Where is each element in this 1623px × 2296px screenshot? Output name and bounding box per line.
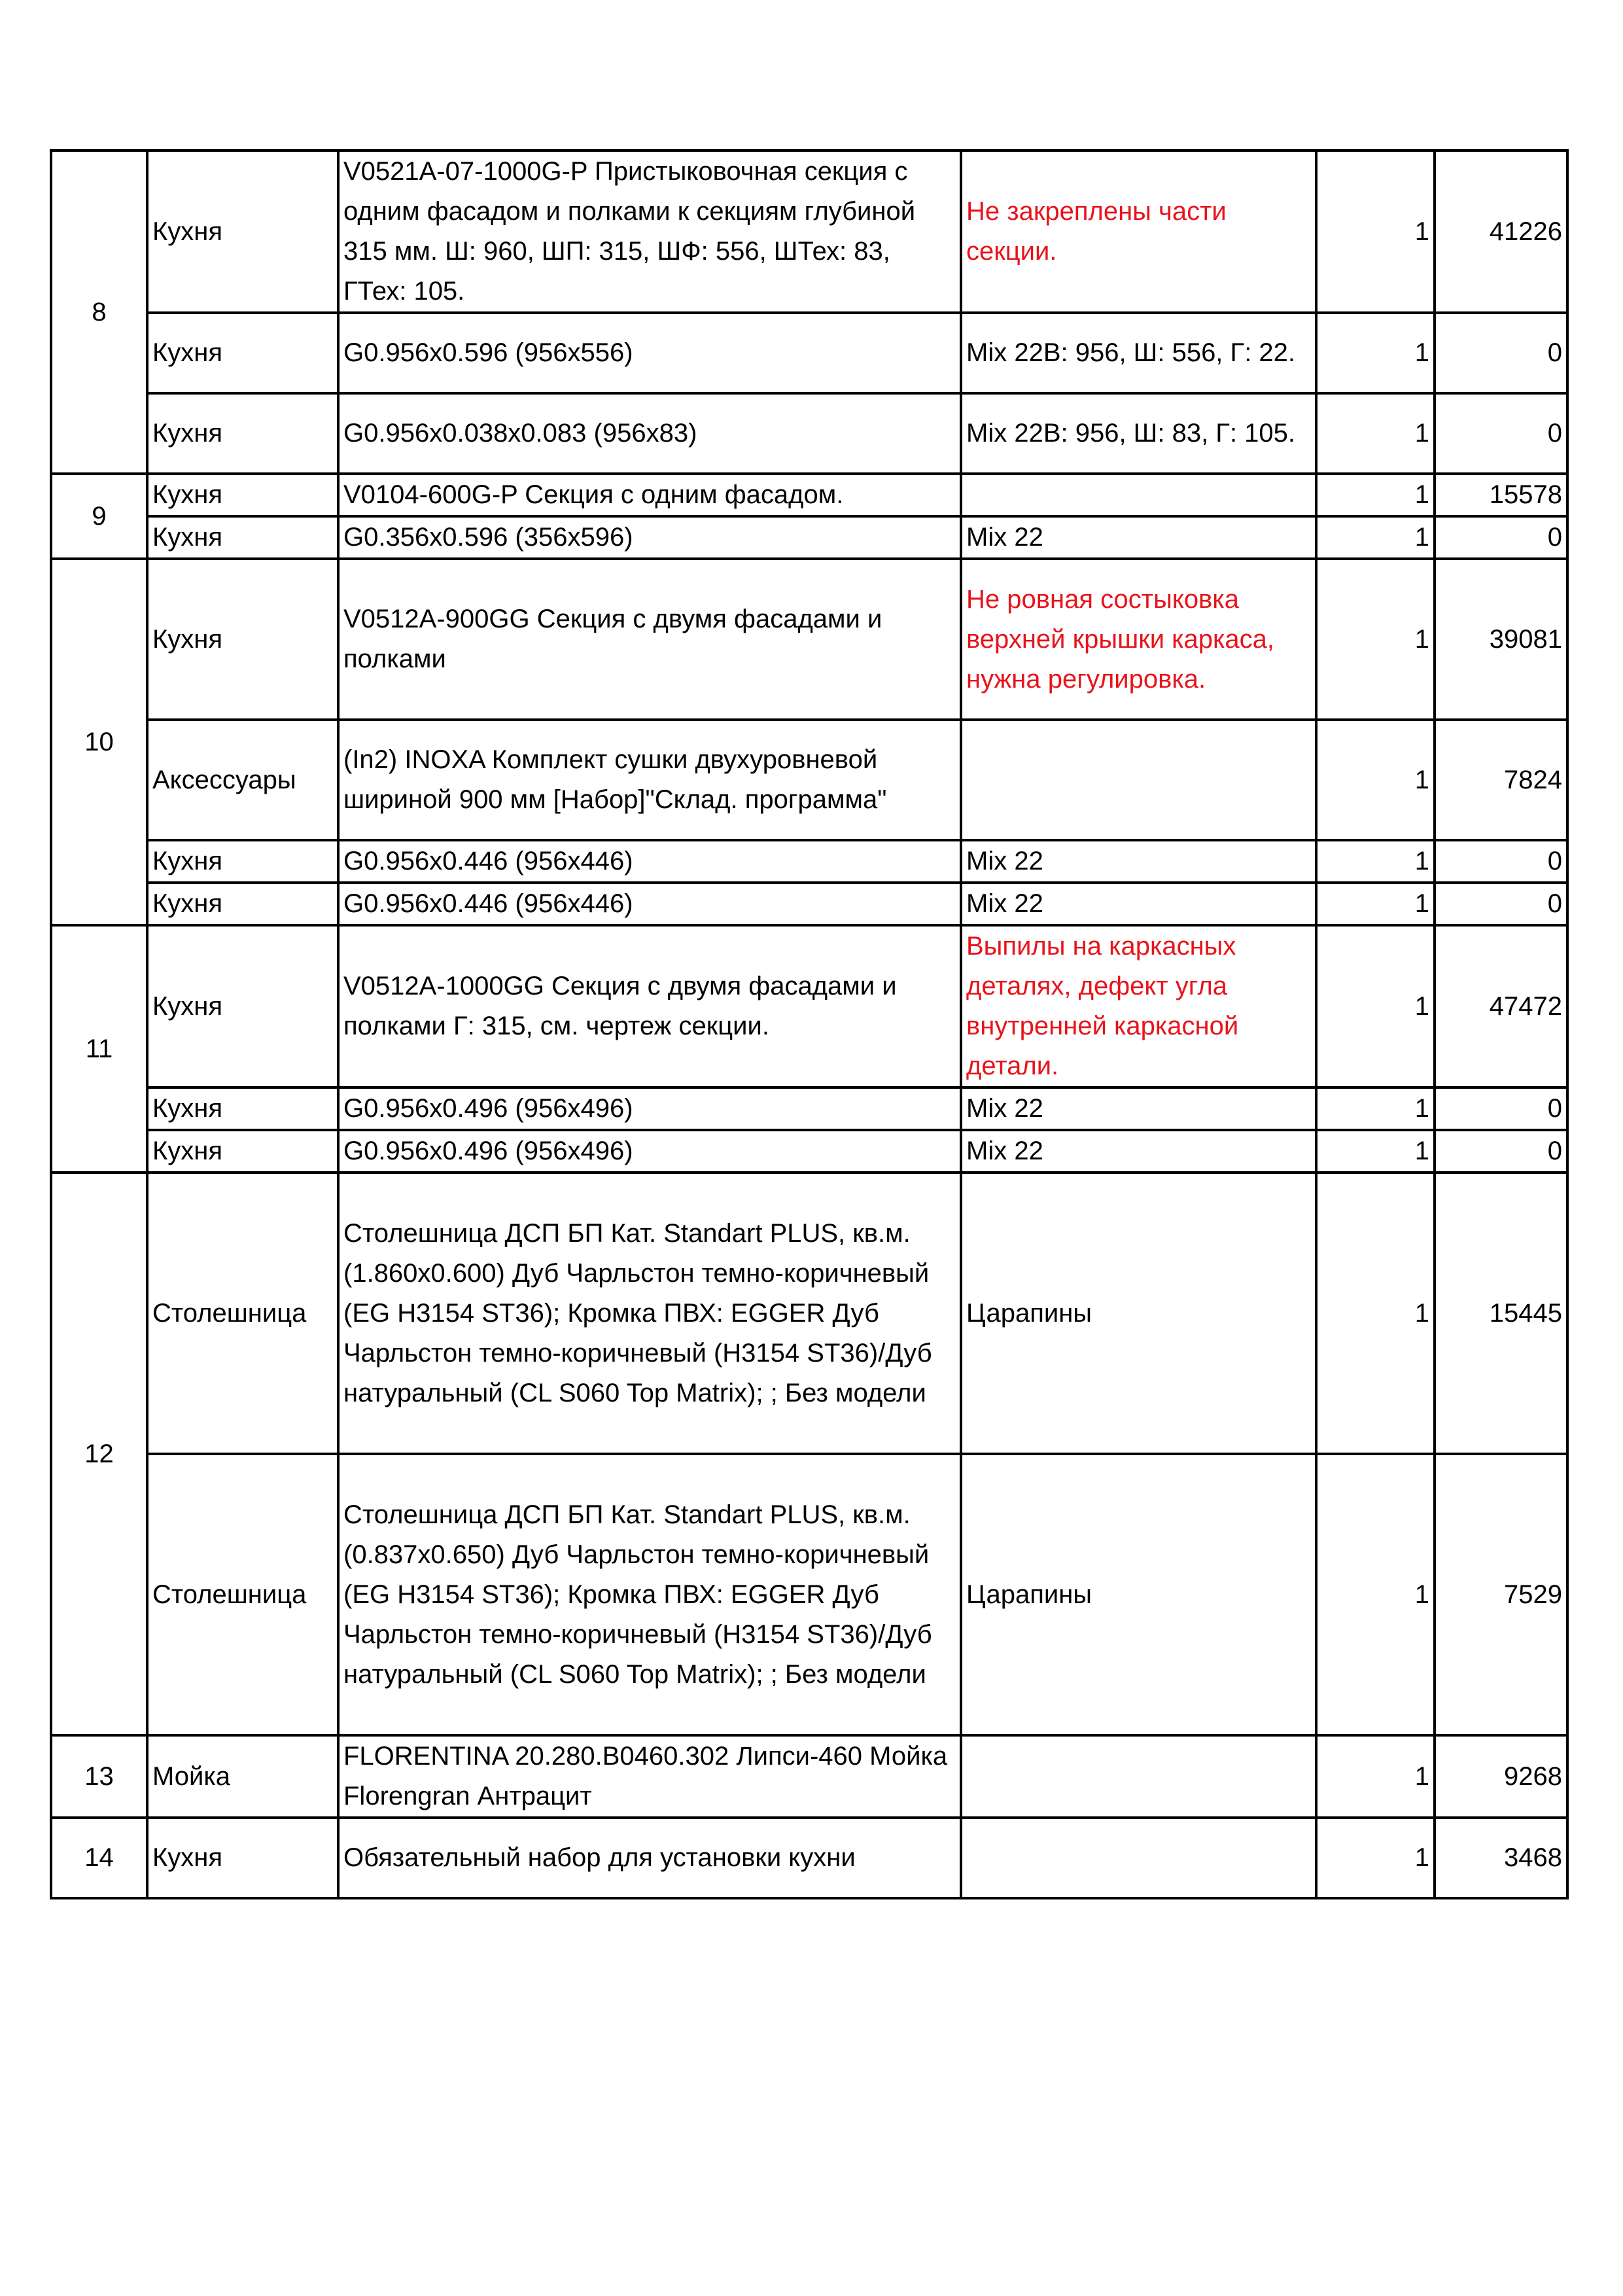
table-row: [51, 516, 1567, 559]
table-row: [51, 925, 1567, 1087]
price-cell: 0: [1435, 393, 1567, 474]
price-cell: 0: [1435, 313, 1567, 393]
quantity-cell: 1: [1316, 1087, 1435, 1130]
table-row: [51, 1087, 1567, 1130]
table-row: [51, 474, 1567, 516]
price-cell: 3468: [1435, 1818, 1567, 1898]
quantity-cell: 1: [1316, 1454, 1435, 1735]
table-row: [51, 393, 1567, 474]
note-cell: Mix 22: [961, 516, 1316, 559]
table-row: [51, 883, 1567, 925]
table-row: [51, 313, 1567, 393]
note-cell: [961, 720, 1316, 840]
note-cell: Mix 22B: 956, Ш: 83, Г: 105.: [961, 393, 1316, 474]
description-cell: V0521A-07-1000G-P Пристыковочная секция с одним фасадом и полками к секциям глубиной 315 мм. Ш: 960, ШП: 315, ШФ: 556, ШТех: 83, ГТех: 105.: [338, 150, 961, 313]
price-cell: 0: [1435, 1087, 1567, 1130]
table-row: [51, 559, 1567, 720]
category-cell: Кухня: [147, 393, 338, 474]
item-number: 13: [51, 1735, 147, 1818]
note-cell: Mix 22: [961, 1130, 1316, 1173]
quantity-cell: 1: [1316, 1130, 1435, 1173]
item-number: 9: [51, 474, 147, 559]
description-cell: V0512A-900GG Секция с двумя фасадами и полками: [338, 559, 961, 720]
note-cell: [961, 1735, 1316, 1818]
quantity-cell: 1: [1316, 925, 1435, 1087]
description-cell: V0104-600G-P Секция с одним фасадом.: [338, 474, 961, 516]
defect-note-cell: Выпилы на каркасных деталях, дефект угла внутренней каркасной детали.: [961, 925, 1316, 1087]
category-cell: Кухня: [147, 1130, 338, 1173]
note-cell: Mix 22B: 956, Ш: 556, Г: 22.: [961, 313, 1316, 393]
description-cell: V0512A-1000GG Секция с двумя фасадами и полками Г: 315, см. чертеж секции.: [338, 925, 961, 1087]
category-cell: Мойка: [147, 1735, 338, 1818]
description-cell: G0.956x0.446 (956x446): [338, 883, 961, 925]
price-cell: 0: [1435, 840, 1567, 883]
category-cell: Кухня: [147, 313, 338, 393]
price-cell: 15445: [1435, 1173, 1567, 1454]
quantity-cell: 1: [1316, 1173, 1435, 1454]
quantity-cell: 1: [1316, 1735, 1435, 1818]
description-cell: FLORENTINA 20.280.B0460.302 Липси-460 Мойка Florengran Антрацит: [338, 1735, 961, 1818]
price-cell: 0: [1435, 516, 1567, 559]
quantity-cell: 1: [1316, 720, 1435, 840]
table-row: [51, 720, 1567, 840]
quantity-cell: 1: [1316, 516, 1435, 559]
description-cell: (In2) INOXA Комплект сушки двухуровневой шириной 900 мм [Набор]"Склад. программа": [338, 720, 961, 840]
note-cell: Mix 22: [961, 840, 1316, 883]
description-cell: Обязательный набор для установки кухни: [338, 1818, 961, 1898]
table-row: [51, 840, 1567, 883]
description-cell: Столешница ДСП БП Кат. Standart PLUS, кв.м. (1.860x0.600) Дуб Чарльстон темно-коричневый (EG H3154 ST36); Кромка ПВХ: EGGER Дуб Чарльстон темно-коричневый (H3154 ST36)/Дуб натуральный (CL S060 Top Matrix); ; Без модели: [338, 1173, 961, 1454]
note-cell: [961, 474, 1316, 516]
item-number: 8: [51, 150, 147, 474]
category-cell: Столешница: [147, 1454, 338, 1735]
category-cell: Столешница: [147, 1173, 338, 1454]
item-number: 10: [51, 559, 147, 925]
category-cell: Кухня: [147, 516, 338, 559]
description-cell: G0.956x0.496 (956x496): [338, 1130, 961, 1173]
price-cell: 47472: [1435, 925, 1567, 1087]
table-row: [51, 150, 1567, 313]
description-cell: G0.956x0.446 (956x446): [338, 840, 961, 883]
description-cell: G0.956x0.496 (956x496): [338, 1087, 961, 1130]
price-cell: 7529: [1435, 1454, 1567, 1735]
quantity-cell: 1: [1316, 313, 1435, 393]
description-cell: G0.956x0.596 (956x556): [338, 313, 961, 393]
defect-note-cell: Не ровная состыковка верхней крышки каркаса, нужна регулировка.: [961, 559, 1316, 720]
quantity-cell: 1: [1316, 559, 1435, 720]
quantity-cell: 1: [1316, 474, 1435, 516]
table-row: [51, 1130, 1567, 1173]
description-cell: G0.356x0.596 (356x596): [338, 516, 961, 559]
defects-table: [50, 149, 1569, 1899]
category-cell: Кухня: [147, 1087, 338, 1130]
note-cell: Царапины: [961, 1454, 1316, 1735]
category-cell: Кухня: [147, 925, 338, 1087]
quantity-cell: 1: [1316, 840, 1435, 883]
note-cell: Царапины: [961, 1173, 1316, 1454]
price-cell: 39081: [1435, 559, 1567, 720]
description-cell: G0.956x0.038x0.083 (956x83): [338, 393, 961, 474]
table-row: [51, 1454, 1567, 1735]
table-row: [51, 1818, 1567, 1898]
defect-note-cell: Не закреплены части секции.: [961, 150, 1316, 313]
price-cell: 15578: [1435, 474, 1567, 516]
item-number: 11: [51, 925, 147, 1173]
table-row: [51, 1173, 1567, 1454]
quantity-cell: 1: [1316, 393, 1435, 474]
description-cell: Столешница ДСП БП Кат. Standart PLUS, кв.м. (0.837x0.650) Дуб Чарльстон темно-коричневый (EG H3154 ST36); Кромка ПВХ: EGGER Дуб Чарльстон темно-коричневый (H3154 ST36)/Дуб натуральный (CL S060 Top Matrix); ; Без модели: [338, 1454, 961, 1735]
category-cell: Аксессуары: [147, 720, 338, 840]
quantity-cell: 1: [1316, 1818, 1435, 1898]
note-cell: Mix 22: [961, 883, 1316, 925]
category-cell: Кухня: [147, 840, 338, 883]
quantity-cell: 1: [1316, 150, 1435, 313]
price-cell: 9268: [1435, 1735, 1567, 1818]
item-number: 12: [51, 1173, 147, 1735]
category-cell: Кухня: [147, 474, 338, 516]
note-cell: Mix 22: [961, 1087, 1316, 1130]
item-number: 14: [51, 1818, 147, 1898]
price-cell: 0: [1435, 883, 1567, 925]
table-row: [51, 1735, 1567, 1818]
category-cell: Кухня: [147, 883, 338, 925]
price-cell: 41226: [1435, 150, 1567, 313]
quantity-cell: 1: [1316, 883, 1435, 925]
category-cell: Кухня: [147, 1818, 338, 1898]
category-cell: Кухня: [147, 150, 338, 313]
note-cell: [961, 1818, 1316, 1898]
price-cell: 7824: [1435, 720, 1567, 840]
price-cell: 0: [1435, 1130, 1567, 1173]
category-cell: Кухня: [147, 559, 338, 720]
